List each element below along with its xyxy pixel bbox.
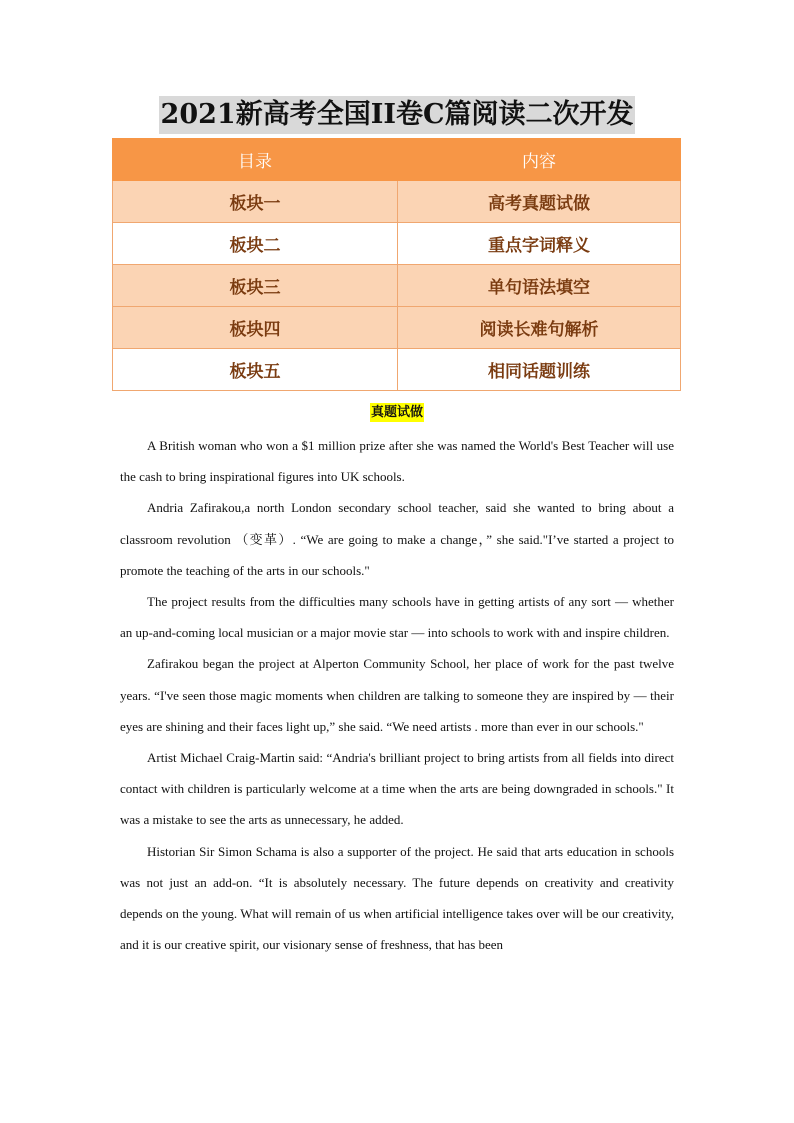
toc-section-name: 板块三 bbox=[113, 265, 398, 307]
toc-header-content: 内容 bbox=[398, 139, 681, 181]
toc-header-row bbox=[113, 139, 681, 181]
toc-section-name: 板块二 bbox=[113, 223, 398, 265]
reading-passage bbox=[120, 430, 674, 960]
section-heading-container bbox=[0, 403, 794, 422]
toc-section-name: 板块五 bbox=[113, 349, 398, 391]
toc-section-name: 板块一 bbox=[113, 181, 398, 223]
toc-header-catalog: 目录 bbox=[113, 139, 398, 181]
paragraph: The project results from the difficulties many schools have in getting artists of any sort — whether an up-and-coming local musician or a major movie star — into schools to work with and inspire children. bbox=[120, 594, 674, 641]
toc-section-content: 阅读长难句解析 bbox=[398, 307, 681, 349]
section-heading: 真题试做 bbox=[370, 405, 423, 420]
toc-row bbox=[113, 349, 681, 391]
paragraph: Artist Michael Craig-Martin said: “Andria's brilliant project to bring artists from all fields into direct contact with children is particularly welcome at a time when the arts are being downgraded in schools." It was a mistake to see the arts as unnecessary, he added. bbox=[120, 750, 674, 828]
toc-row bbox=[113, 181, 681, 223]
toc-row bbox=[113, 223, 681, 265]
toc-section-content: 重点字词释义 bbox=[398, 223, 681, 265]
table-of-contents bbox=[112, 138, 681, 391]
title-container bbox=[0, 96, 794, 134]
paragraph: A British woman who won a $1 million prize after she was named the World's Best Teacher will use the cash to bring inspirational figures into UK schools. bbox=[120, 438, 674, 485]
toc-section-content: 相同话题训练 bbox=[398, 349, 681, 391]
toc-row bbox=[113, 307, 681, 349]
toc-row bbox=[113, 265, 681, 307]
toc-section-content: 高考真题试做 bbox=[398, 181, 681, 223]
toc-section-content: 单句语法填空 bbox=[398, 265, 681, 307]
paragraph: Zafirakou began the project at Alperton Community School, her place of work for the past twelve years. “I've seen those magic moments when children are talking to someone they are inspired by — their eyes are shining and their faces light up,” she said. “We need artists . more than ever in our schools." bbox=[120, 656, 674, 734]
paragraph: Historian Sir Simon Schama is also a supporter of the project. He said that arts education in schools was not just an add-on. “It is absolutely necessary. The future depends on creativity and creativity depends on the young. What will remain of us when artificial intelligence takes over will be our creativity, and it is our creative spirit, our visionary sense of freshness, that has been bbox=[120, 843, 674, 953]
toc-section-name: 板块四 bbox=[113, 307, 398, 349]
paragraph: Andria Zafirakou,a north London secondary school teacher, said she wanted to bring about a classroom revolution （变革）. “We are going to make a change，” she said."I’ve started a project to promote the teaching of the arts in our schools." bbox=[120, 500, 674, 578]
document-title: 2021新高考全国II卷C篇阅读二次开发 bbox=[159, 96, 636, 134]
